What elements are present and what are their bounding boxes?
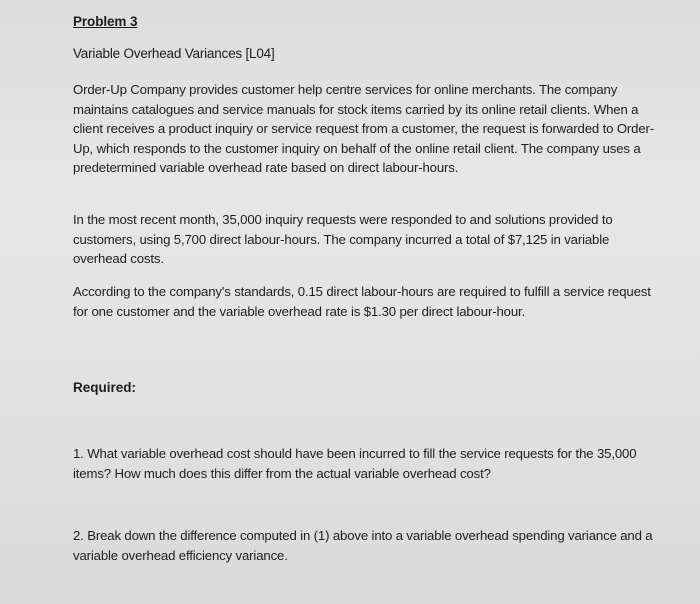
problem-subtitle: Variable Overhead Variances [L04] [73, 46, 275, 61]
paragraph-standards: According to the company's standards, 0.15 direct labour-hours are required to fulfill a service request for one customer and the variable overhead rate is $1.30 per direct labour-hour. [73, 284, 651, 319]
paragraph-company-description: Order-Up Company provides customer help centre services for online merchants. The company maintains catalogues and service manuals for stock items carried by its online retail clients. When a client receives a product inquiry or service request from a customer, the request is forwarded to Order-Up, which responds to the customer inquiry on behalf of the online retail client. The company uses a predetermined variable overhead rate based on direct labour-hours. [73, 82, 655, 176]
problem-title: Problem 3 [73, 14, 138, 29]
paragraph-monthly-data: In the most recent month, 35,000 inquiry requests were responded to and solutions provided to customers, using 5,700 direct labour-hours. The company incurred a total of $7,125 in variable overhead costs. [73, 212, 613, 267]
required-label: Required: [73, 380, 137, 395]
question-2: 2. Break down the difference computed in (1) above into a variable overhead spending variance and a variable overhead efficiency variance. [73, 528, 653, 563]
question-1: 1. What variable overhead cost should have been incurred to fill the service requests for the 35,000 items? How much does this differ from the actual variable overhead cost? [73, 446, 637, 481]
